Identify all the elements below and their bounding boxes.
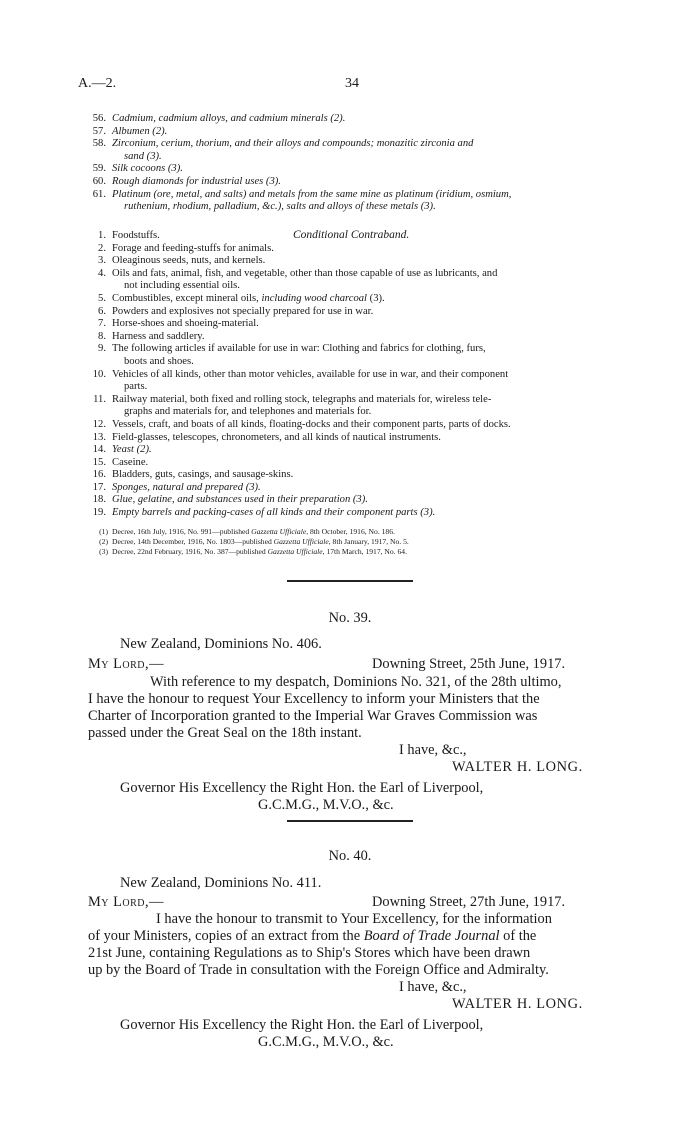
body-line: 21st June, containing Regulations as to Ship's Stores which have been drawn xyxy=(88,945,531,961)
footnote: (2) Decree, 14th December, 1916, No. 1803—published Gazzetta Ufficiale, 8th January, 1917, No. 5. xyxy=(99,537,409,546)
list-item: 18. Glue, gelatine, and substances used in their preparation (3). xyxy=(92,494,368,506)
list-item: 5. Combustibles, except mineral oils, including wood charcoal (3). xyxy=(98,292,385,304)
salutation: My Lord,— xyxy=(88,894,165,910)
list-item: 7. Horse-shoes and shoeing-material. xyxy=(98,318,259,330)
list-item: 56. Cadmium, cadmium alloys, and cadmium minerals (2). xyxy=(92,113,346,124)
body-line: I have the honour to transmit to Your Excellency, for the information xyxy=(156,911,552,927)
list-item: 13. Field-glasses, telescopes, chronometers, and all kinds of nautical instruments. xyxy=(92,431,441,443)
closing: I have, &c., xyxy=(399,979,467,995)
footnote: (1) Decree, 16th July, 1916, No. 991—published Gazzetta Ufficiale, 8th October, 1916, No. 186. xyxy=(99,527,395,536)
list-item: 4. Oils and fats, animal, fish, and vegetable, other than those capable of use as lubricants, and not including essential oils. xyxy=(98,267,498,292)
place-date: Downing Street, 25th June, 1917. xyxy=(372,656,566,672)
addressee: Governor His Excellency the Right Hon. the Earl of Liverpool, xyxy=(120,780,484,796)
list-item: 12. Vessels, craft, and boats of all kinds, floating-docks and their component parts, parts of docks. xyxy=(92,418,511,430)
dominions-reference: New Zealand, Dominions No. 406. xyxy=(120,636,322,652)
letter-heading: No. 39. xyxy=(328,610,372,626)
body-line: With reference to my despatch, Dominions No. 321, of the 28th ultimo, xyxy=(150,674,562,690)
body-line: of your Ministers, copies of an extract from the Board of Trade Journal of the xyxy=(88,928,537,944)
closing: I have, &c., xyxy=(399,742,467,758)
page-reference: A.—2. xyxy=(78,76,117,91)
list-item: 59. Silk cocoons (3). xyxy=(92,163,183,175)
list-item: 6. Powders and explosives not specially prepared for use in war. xyxy=(98,305,374,317)
list-item: 19. Empty barrels and packing-cases of all kinds and their component parts (3). xyxy=(92,507,436,519)
divider xyxy=(287,580,413,582)
list-item: 16. Bladders, guts, casings, and sausage-skins. xyxy=(92,469,294,481)
letter-heading: No. 40. xyxy=(328,848,372,864)
salutation: My Lord,— xyxy=(88,656,165,672)
body-line: I have the honour to request Your Excellency to inform your Ministers that the xyxy=(88,691,540,707)
footnotes xyxy=(86,527,646,557)
list-item: 1. Foodstuffs. xyxy=(98,230,160,241)
list-item: 60. Rough diamonds for industrial uses (3). xyxy=(92,175,281,187)
list-item: 8. Harness and saddlery. xyxy=(98,330,205,342)
list-item: 57. Albumen (2). xyxy=(92,125,168,137)
list-item: 11. Railway material, both fixed and rolling stock, telegraphs and materials for, wireless tele- graphs and materials for, and telephones and materials for. xyxy=(93,393,492,418)
list-item: 14. Yeast (2). xyxy=(92,444,152,456)
list-item: 58. Zirconium, cerium, thorium, and their alloys and compounds; monazitic zirconia and sand (3). xyxy=(92,138,474,162)
list-item: 10. Vehicles of all kinds, other than motor vehicles, available for use in war, and their component parts. xyxy=(92,368,509,393)
addressee: G.C.M.G., M.V.O., &c. xyxy=(258,797,394,813)
footnote: (3) Decree, 22nd February, 1916, No. 387—published Gazzetta Ufficiale, 17th March, 1917, No. 64. xyxy=(99,547,408,556)
addressee: Governor His Excellency the Right Hon. the Earl of Liverpool, xyxy=(120,1017,484,1033)
list-item: 15. Caseine. xyxy=(92,456,149,468)
divider xyxy=(287,820,413,822)
signature: WALTER H. LONG. xyxy=(452,759,583,775)
list-item: 61. Platinum (ore, metal, and salts) and metals from the same mine as platinum (iridium, osmium, ruthenium, rhodium, palladium, &c.), salts and alloys of these metals (3). xyxy=(92,188,512,213)
body-line: up by the Board of Trade in consultation with the Foreign Office and Admiralty. xyxy=(88,962,549,978)
list-item: 2. Forage and feeding-stuffs for animals. xyxy=(98,242,274,254)
body-line: Charter of Incorporation granted to the Imperial War Graves Commission was xyxy=(88,708,538,724)
list-item: 17. Sponges, natural and prepared (3). xyxy=(92,481,261,493)
signature: WALTER H. LONG. xyxy=(452,996,583,1012)
place-date: Downing Street, 27th June, 1917. xyxy=(372,894,566,910)
section-heading: Conditional Contraband. xyxy=(293,229,410,241)
conditional-list xyxy=(80,230,640,520)
list-item: 3. Oleaginous seeds, nuts, and kernels. xyxy=(98,255,266,267)
list-item: 9. The following articles if available for use in war: Clothing and fabrics for clothing, furs, boots and shoes. xyxy=(98,343,486,367)
dominions-reference: New Zealand, Dominions No. 411. xyxy=(120,875,322,891)
body-line: passed under the Great Seal on the 18th instant. xyxy=(88,725,362,741)
addressee: G.C.M.G., M.V.O., &c. xyxy=(258,1034,394,1050)
contraband-list-top xyxy=(80,113,640,214)
page-number: 34 xyxy=(345,76,359,91)
